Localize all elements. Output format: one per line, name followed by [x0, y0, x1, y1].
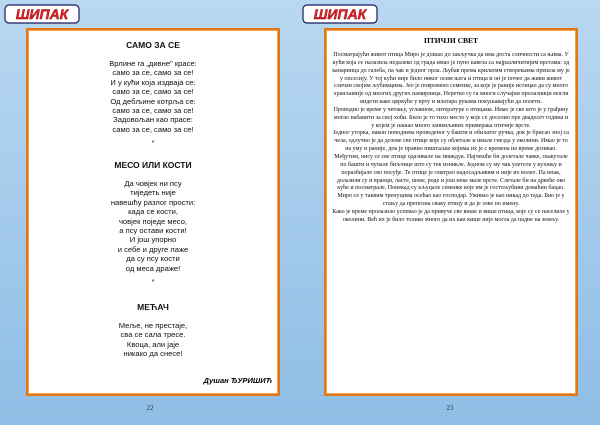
story-body	[332, 52, 570, 225]
poem-line: да су псу кости	[126, 254, 180, 264]
story-paragraph: Једног уторка, након поподнева проведеног у башти и обилатог ручка, док је брисао зноj са чела, одлучио је да дозове све птице које су облетале и имале гнезда у околини. Имао је то на уму и раније, док је правио пиштаљке којима их је с времена на време дозивао.	[333, 130, 569, 153]
poem-meso-ili-kosti	[28, 160, 278, 286]
poem-line: човјек поједе месо,	[118, 216, 188, 226]
poem-line: тиједеть није	[130, 188, 176, 198]
separator-star: *	[151, 279, 155, 287]
poem-line: а псу остави кости!	[119, 226, 187, 236]
page-number: 22	[146, 404, 154, 412]
separator-star: *	[151, 140, 155, 148]
right-content-frame	[324, 28, 578, 396]
story-paragraph: Проводио је време у читању, углавном, литературе о птицама. Имао је све што је у грађину могао набавити за свој хоби. Било је то тихо место у које се доселио пре двадесет година и у којем је нашао много занимљивих примерака птичије врсте.	[333, 106, 569, 129]
poem-line: од меса драже!	[125, 263, 181, 273]
poem-line: Од дебљине котрља се:	[110, 96, 196, 106]
right-page	[300, 0, 600, 425]
poem-title: САМО ЗА СЕ	[126, 40, 180, 50]
poem-line: Да човјек ни псу	[124, 179, 182, 188]
logo-text: ШИПАК	[15, 6, 69, 22]
poem-title: МЕЋАЧ	[137, 302, 169, 312]
poem-line: И још упорно	[129, 235, 177, 245]
story-paragraph: Како је време пролазило успевао је да привуче све више и више птица, које су се населиле у околини. Већ их је било толико много да их кан кише није могла да падне на земљу.	[332, 208, 570, 223]
story-paragraph: Посматрајући живот птица Миро је дошао до закључка да има доста сличности са њима. У кући која се налазила недалеко од града имао је пуно кавеза са најразличитијим врстама: од канаринца до галеба, па чак и једног орла. Љубав према крилатим створењима прешла му је у опсесију. У тој кући није било никог осим њега и птица и он је почео да живи живот сличан својим љубимцима. Јео је повремено семенке, за које је раније истицао да су много хранљивије од многих других намирница. Нерeтко су га многи случајни пролазници могли видети како цвркуће у врту и млатара рукама покушавајући да полети.	[332, 52, 570, 106]
poem-line: само за се, само за се!	[112, 68, 194, 78]
poem-line: навешћу разлог прости:	[110, 197, 196, 207]
poem-samo-za-se	[28, 40, 278, 147]
poem-line: Квоца, али јаје	[126, 339, 180, 349]
poem-line: сва се сала тресе.	[120, 330, 186, 340]
poem-line: када се кости,	[128, 207, 178, 217]
poem-line: И у кући која издваја се:	[110, 77, 196, 87]
logo-text: ШИПАК	[313, 6, 367, 22]
page-number: 23	[446, 404, 454, 412]
left-content-frame	[26, 28, 280, 396]
sipak-logo	[4, 4, 80, 24]
poem-line: само за се, само за се!	[112, 87, 194, 97]
poem-title: МЕСО ИЛИ КОСТИ	[114, 160, 192, 170]
poem-line: никако да снесе!	[123, 349, 183, 359]
poem-line: Врлине га „дивне" красе:	[109, 59, 197, 68]
poem-line: само за се, само за се!	[112, 106, 194, 116]
author-signature: Душан ЂУРИШИЋ	[203, 376, 272, 385]
poem-line: Задовољан као прасе:	[113, 115, 193, 125]
poem-line: Меље, не престаје,	[118, 321, 188, 330]
sipak-logo	[302, 4, 378, 24]
story-paragraph: Миро се у таквим тренуцима осећао као господар. Уживао је као никад до тада. Био је у стању да препозна сваку птицу и да је зове по имену.	[337, 193, 565, 208]
poem-mecac	[28, 302, 278, 359]
poem-line: и себе и друге лаже	[117, 244, 189, 254]
story-paragraph: Међутим, нису се све птице одазивале на звиждук. Најчешће би долетале чавке, скакутале по башти и чупале биљчице што су тек изникле. Једном су му чак улетеле у кухињу и поразбијале сво посуђе. Те птице је сматрао надосадљивим и није их волео. Па ипак, долазили су и врапци, ласте, шеве, роде и још неке мале врсте. Слетале би на дрвеће око куће и посматрале. Понекад су кљуцале семенке које им је гостољубиви домаћин бацао.	[334, 153, 568, 192]
story-title: ПТИЧЈИ СВЕТ	[423, 36, 479, 45]
poem-line: само за се, само за се!	[112, 124, 194, 134]
